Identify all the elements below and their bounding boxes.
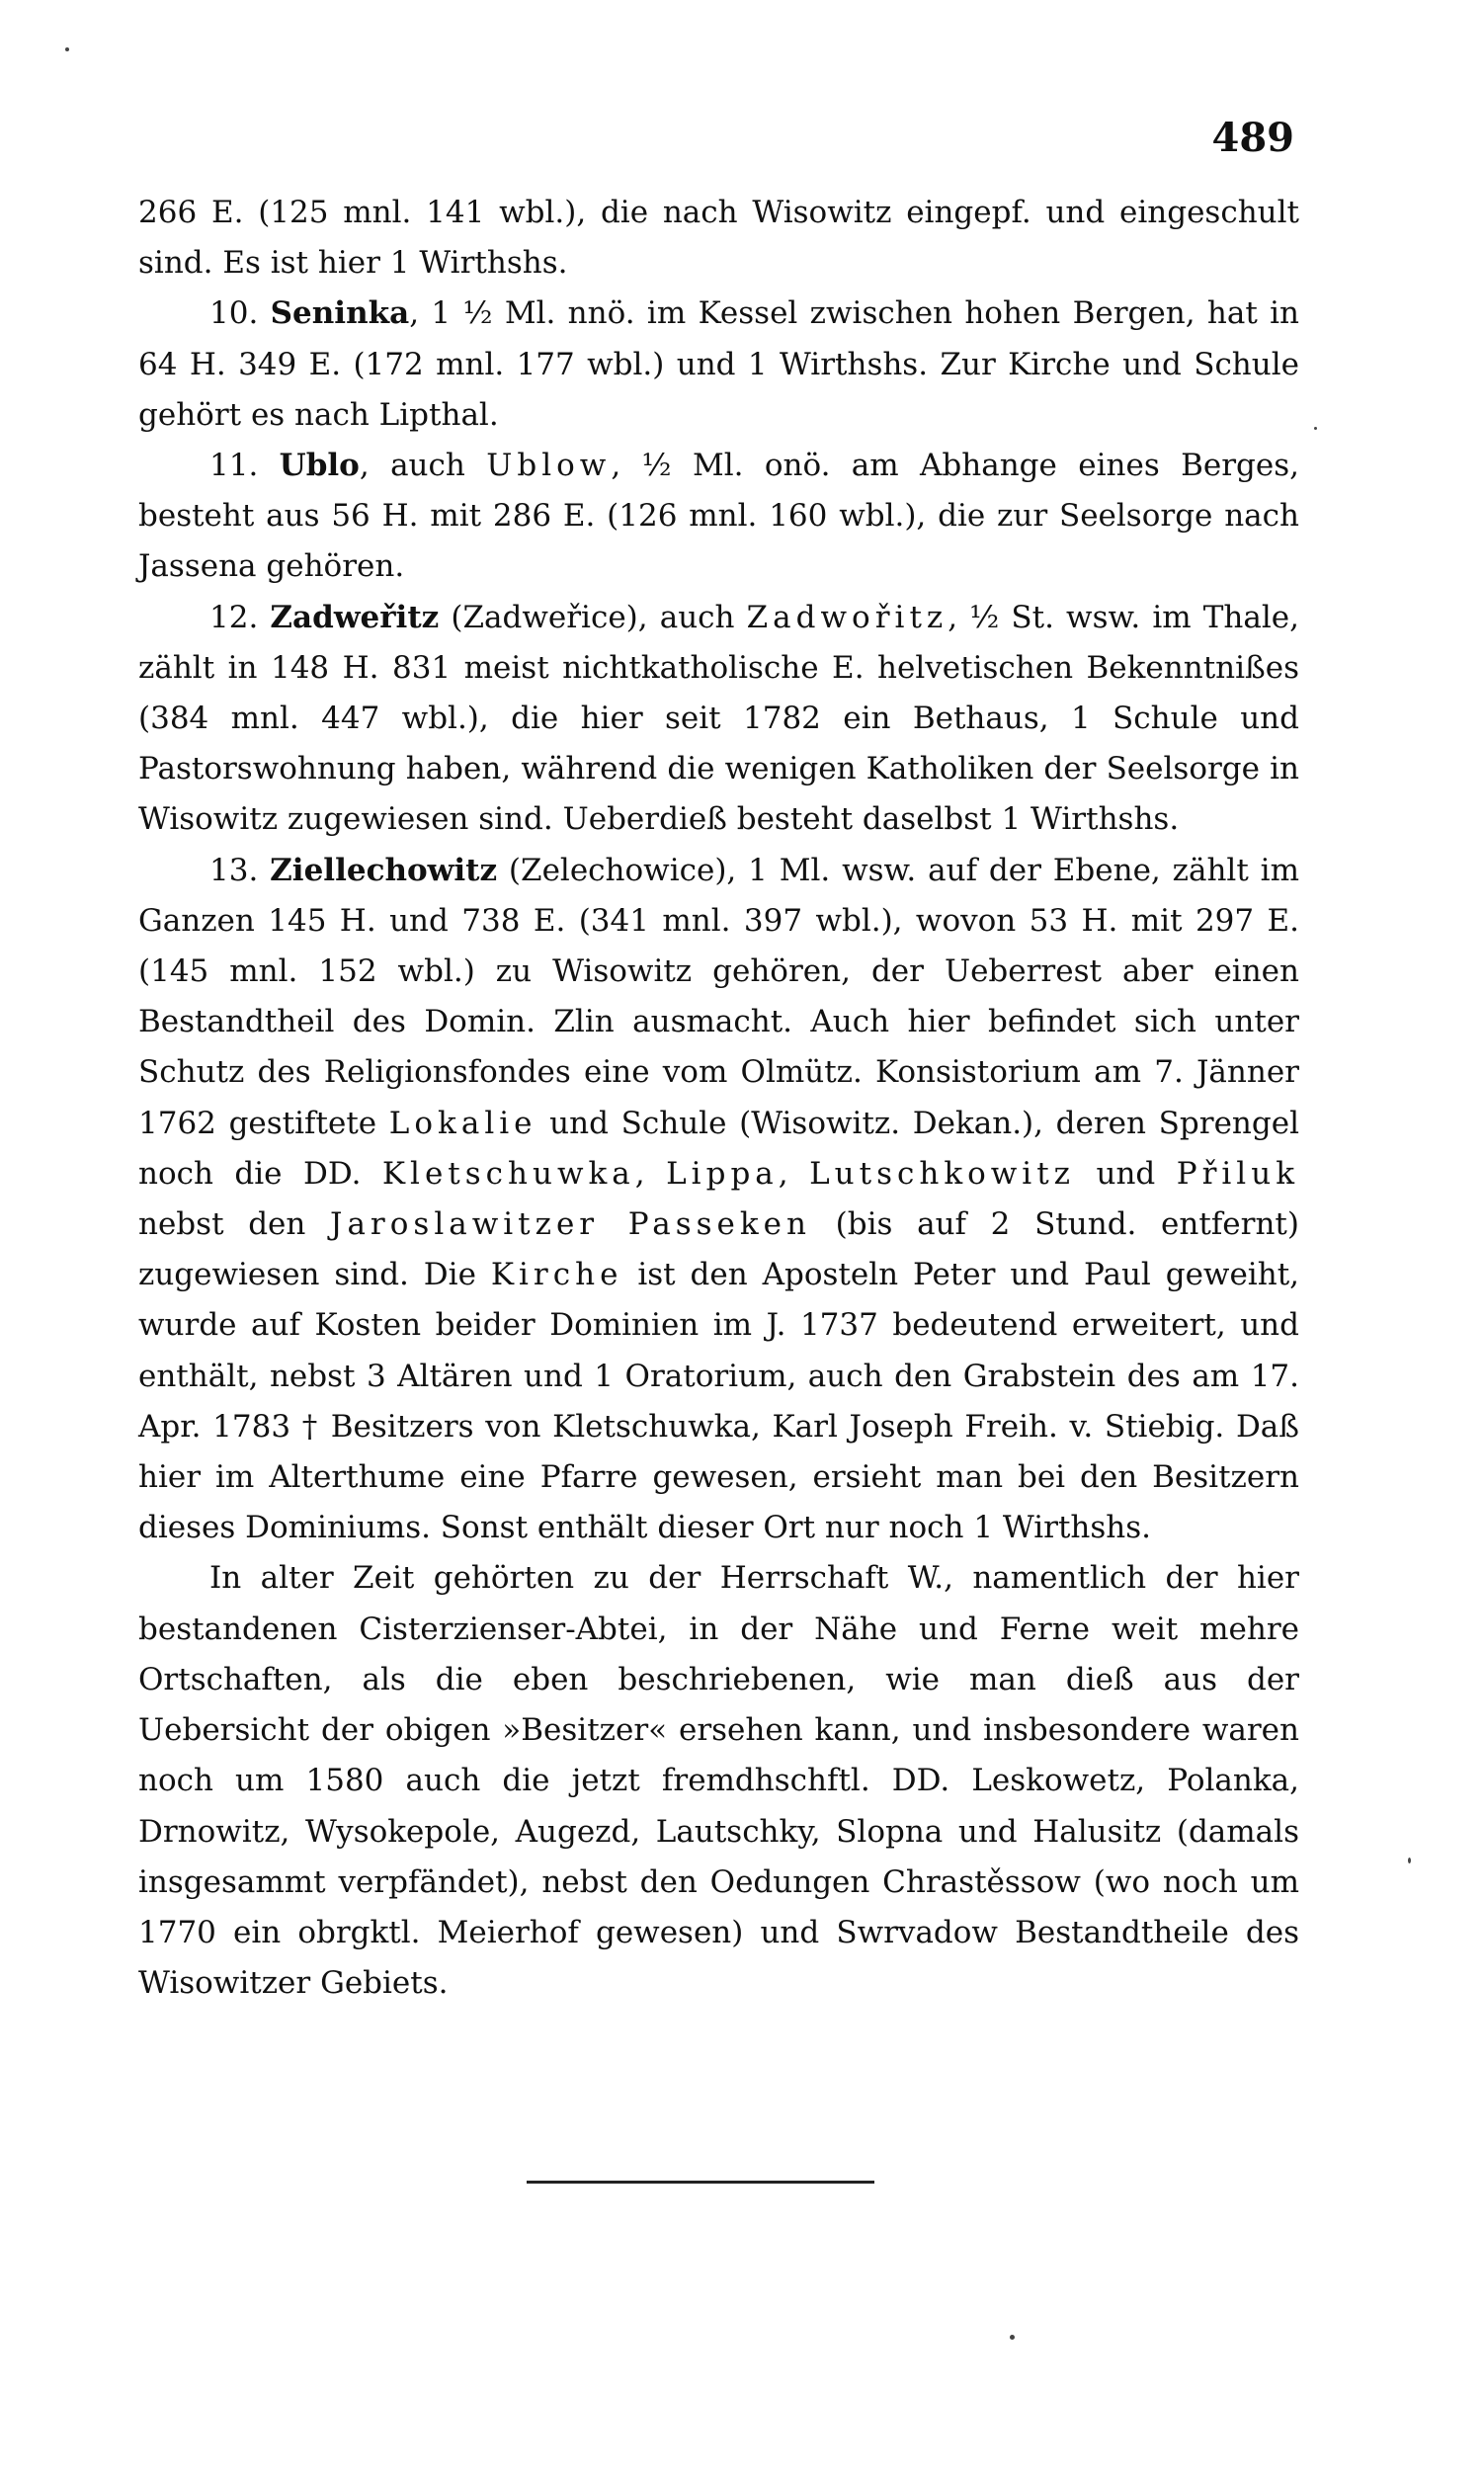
text-run: In alter Zeit gehörten zu der Herrschaft W., namentlich der hier bestandenen Cisterzienser-Abtei, in der Nähe und Ferne weit mehre Ortschaften, als die eben beschriebenen, wie man dieß aus der Uebersicht der obigen »Besitzer« ersehen kann, und insbesondere waren noch um 1580 auch die jetzt fremdhschftl. DD. Leskowetz, Polanka, Drnowitz, Wysokepole, Augezd, Lautschky, Slopna und Halusitz (damals insgesammt verpfändet), nebst den Oedungen Chrastěssow (wo noch um 1770 ein obrgktl. Meierhof gewesen) und Swrvadow Bestandtheile des Wisowitzer Gebiets.: [138, 1560, 1299, 2002]
text-run: 13.: [209, 852, 271, 888]
closing-rule: [527, 2181, 874, 2184]
text-run: Lokalie: [388, 1105, 537, 1141]
text-run: , ½ St. wsw. im Thale, zählt in 148 H. 831 meist nichtkatholische E. helvetischen Bekenntnißes (384 mnl. 447 wbl.), die hier seit 1782 ein Bethaus, 1 Schule und Pastorswohnung haben, während die wenigen Katholiken der Seelsorge in Wisowitz zugewiesen sind. Ueberdieß besteht daselbst 1 Wirthshs.: [138, 599, 1299, 838]
text-run: ist den Aposteln Peter und Paul geweiht, wurde auf Kosten beider Dominien im J. 1737 bedeutend erweitert, und enthält, nebst 3 Altären und 1 Oratorium, auch den Grabstein des am 17. Apr. 1783 † Besitzers von Kletschuwka, Karl Joseph Freih. v. Stiebig. Daß hier im Alterthume eine Pfarre gewesen, ersieht man bei den Besitzern dieses Dominiums. Sonst enthält dieser Ort nur noch 1 Wirthshs.: [138, 1257, 1300, 1546]
text-run: Jaroslawitzer Passeken: [330, 1206, 811, 1243]
text-run: (bis auf 2 Stund. entfernt) zugewiesen sind. Die: [138, 1206, 1299, 1293]
text-run: nebst den: [138, 1206, 331, 1243]
text-run: Ziellechowitz: [270, 852, 498, 888]
scan-speck: [1408, 1858, 1411, 1863]
text-run: Kletschuwka: [381, 1155, 635, 1192]
text-run: und: [1075, 1155, 1177, 1192]
text-run: , 1 ½ Ml. nnö. im Kessel zwischen hohen Bergen, hat in 64 H. 349 E. (172 mnl. 177 wbl.) und 1 Wirthshs. Zur Kirche und Schule gehört es nach Lipthal.: [138, 295, 1300, 433]
paragraph-2: [138, 441, 1299, 593]
paragraph-0: [138, 188, 1299, 289]
paragraph-5: [138, 1553, 1299, 2009]
text-run: ,: [778, 1155, 810, 1192]
text-run: Seninka: [270, 295, 410, 332]
text-run: Ublow: [486, 448, 612, 484]
text-run: 266 E. (125 mnl. 141 wbl.), die nach Wisowitz eingepf. und eingeschult sind. Es ist hier 1 Wirthshs.: [138, 195, 1299, 282]
text-run: und Schule (Wisowitz. Dekan.), deren Sprengel noch die DD.: [138, 1105, 1299, 1192]
scan-speck: [65, 47, 69, 51]
text-run: , auch: [359, 448, 487, 484]
paragraph-3: [138, 593, 1299, 846]
paragraph-1: [138, 289, 1299, 441]
scan-speck: [1314, 427, 1317, 430]
paragraph-4: [138, 846, 1299, 1554]
text-run: Zadwořitz: [746, 599, 948, 635]
text-run: Zadweřitz: [270, 599, 440, 635]
text-run: 10.: [209, 295, 271, 332]
page-number: 489: [1211, 115, 1294, 161]
text-run: (Zelechowice), 1 Ml. wsw. auf der Ebene, zählt im Ganzen 145 H. und 738 E. (341 mnl. 397 wbl.), wovon 53 H. mit 297 E. (145 mnl. 152 wbl.) zu Wisowitz gehören, der Ueberrest aber einen Bestandtheil des Domin. Zlin ausmacht. Auch hier befindet sich unter Schutz des Religionsfondes eine vom Olmütz. Konsistorium am 7. Jänner 1762 gestiftete: [138, 852, 1299, 1141]
text-run: Lippa: [666, 1155, 779, 1192]
text-run: (Zadweřice), auch: [439, 599, 747, 635]
scan-speck: [1010, 2335, 1015, 2340]
text-run: 12.: [209, 599, 271, 635]
text-run: Kirche: [490, 1257, 623, 1293]
text-run: Lutschkowitz: [809, 1155, 1076, 1192]
text-run: Přiluk: [1176, 1155, 1299, 1192]
text-run: , ½ Ml. onö. am Abhange eines Berges, besteht aus 56 H. mit 286 E. (126 mnl. 160 wbl.), die zur Seelsorge nach Jassena gehören.: [138, 448, 1299, 585]
text-run: Ublo: [279, 448, 360, 484]
text-run: ,: [634, 1155, 667, 1192]
text-run: 11.: [209, 448, 280, 484]
text-body: [138, 188, 1299, 2009]
